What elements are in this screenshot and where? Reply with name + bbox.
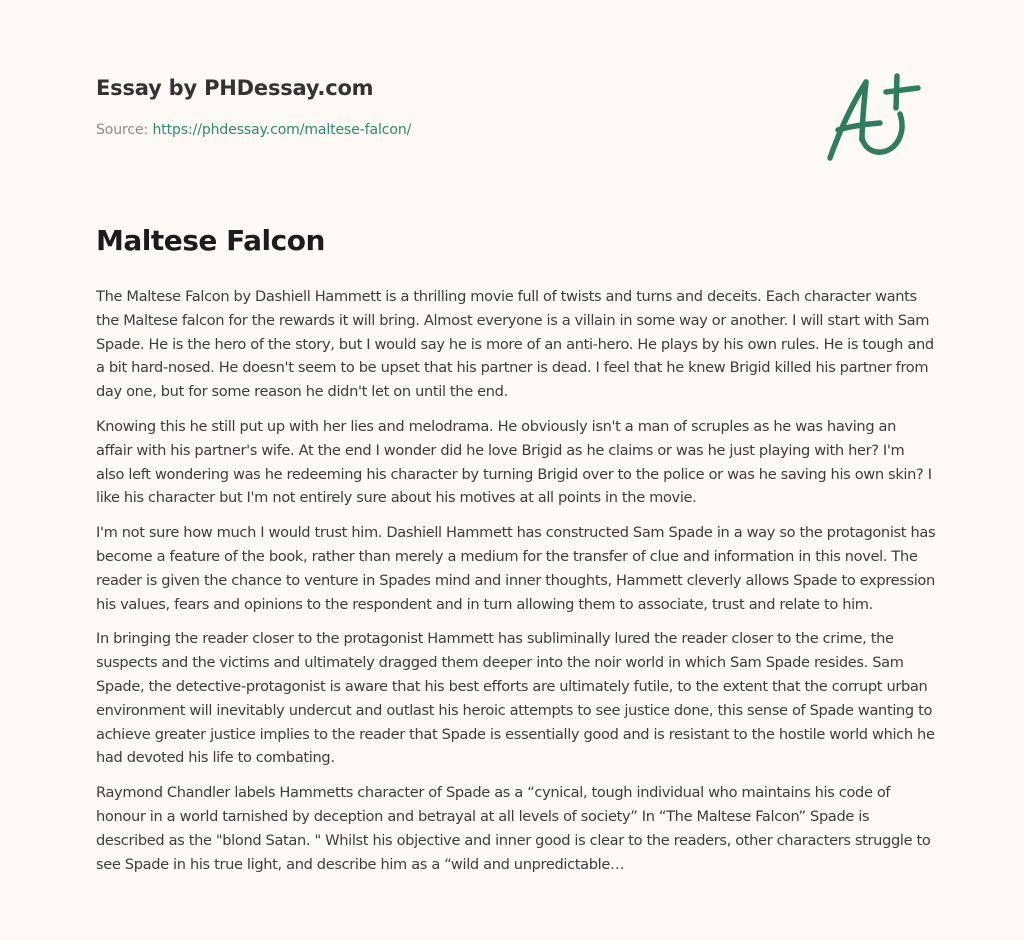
page-title: Maltese Falcon xyxy=(96,224,325,257)
source-line xyxy=(96,122,936,138)
paragraph: In bringing the reader closer to the protagonist Hammett has subliminally lured the reader closer to the crime, the suspects and the victims and ultimately dragged them deeper into the noir world in which Sam Spade resides. Sam Spade, the detective-protagonist is aware that his best efforts are ultimately futile, to the extent that the corrupt urban environment will inevitably undercut and outlast his heroic attempts to see justice done, this sense of Spade wanting to achieve greater justice implies to the reader that Spade is essentially good and is resistant to the hostile world which he had devoted his life to combating. xyxy=(96,630,935,767)
paragraph: The Maltese Falcon by Dashiell Hammett is a thrilling movie full of twists and turns and deceits. Each character wants the Maltese falcon for the rewards it will bring. Almost everyone is a villain in some way or another. I will start with Sam Spade. He is the hero of the story, but I would say he is more of an anti-hero. He plays by his own rules. He is tough and a bit hard-nosed. He doesn't seem to be upset that his partner is dead. I feel that he knew Brigid killed his partner from day one, but for some reason he didn't let on until the end. xyxy=(96,288,934,401)
source-label: Source: xyxy=(96,122,153,138)
essay-body xyxy=(96,285,936,887)
paragraph: I'm not sure how much I would trust him. Dashiell Hammett has constructed Sam Spade in a way so the protagonist has become a feature of the book, rather than merely a medium for the transfer of clue and information in this novel. The reader is given the chance to venture in Spades mind and inner thoughts, Hammett cleverly allows Spade to expression his values, fears and opinions to the respondent and in turn allowing them to associate, trust and relate to him. xyxy=(96,524,936,613)
a-plus-grade-icon xyxy=(822,68,928,164)
source-link[interactable]: https://phdessay.com/maltese-falcon/ xyxy=(152,122,412,138)
paragraph: Knowing this he still put up with her lies and melodrama. He obviously isn't a man of scruples as he was having an affair with his partner's wife. At the end I wonder did he love Brigid as he claims or was he just playing with her? I'm also left wondering was he redeeming his character by turning Brigid over to the police or was he saving his own skin? I like his character but I'm not entirely sure about his motives at all points in the movie. xyxy=(96,417,932,507)
paragraph: Raymond Chandler labels Hammetts character of Spade as a “cynical, tough individual who maintains his code of honour in a world tarnished by deception and betrayal at all levels of society” In “The Maltese Falcon” Spade is described as the "blond Satan. " Whilst his objective and inner good is clear to the readers, other characters struggle to see Spade in his true light, and describe him as a “wild and unpredictable… xyxy=(96,784,931,873)
essay-header xyxy=(96,76,936,138)
brand-title: Essay by PHDessay.com xyxy=(96,76,374,100)
